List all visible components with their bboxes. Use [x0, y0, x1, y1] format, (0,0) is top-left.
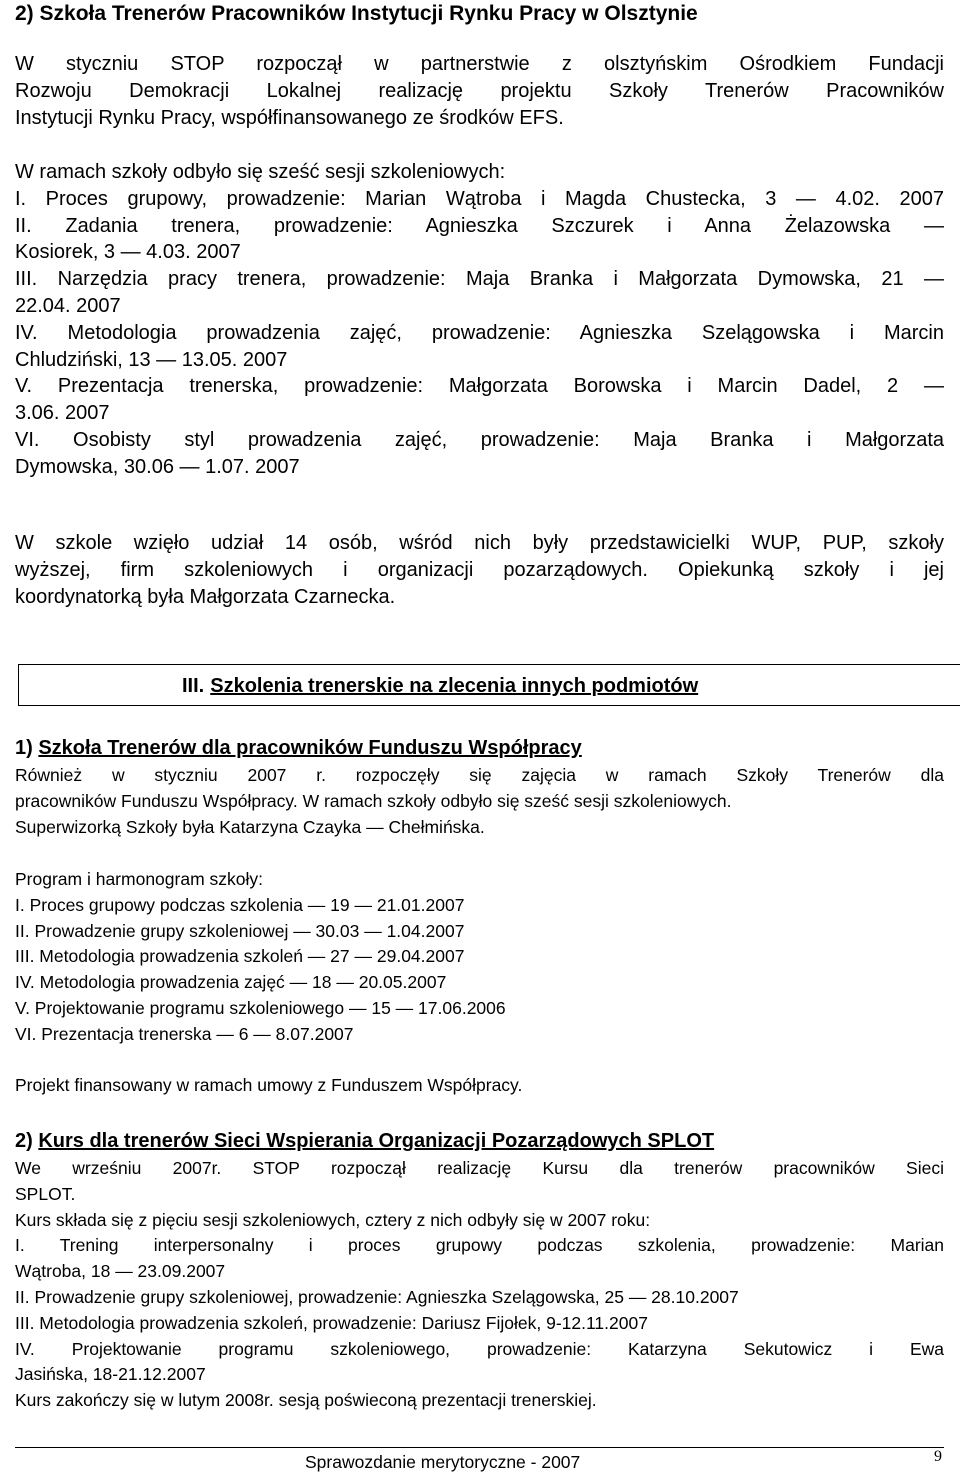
program-list — [15, 867, 944, 1048]
section-heading-box — [18, 664, 960, 706]
program-item: IV. Metodologia prowadzenia zajęć — 18 — 20.05.2007 — [15, 972, 447, 993]
program-item: V. Projektowanie programu szkoleniowego — 15 — 17.06.2006 — [15, 997, 506, 1018]
session-line: Dymowska, 30.06 — 1.07. 2007 — [15, 455, 300, 478]
section-title-text: Szkolenia trenerskie na zlecenia innych podmiotów — [210, 675, 699, 697]
heading-olsztyn-school: 2) Szkoła Trenerów Pracowników Instytucji Rynku Pracy w Olsztynie — [15, 2, 698, 25]
text-line: pracowników Funduszu Współpracy. W ramach szkoły odbyło się sześć sesji szkoleniowych. — [15, 790, 732, 811]
text-line: Rozwoju Demokracji Lokalnej realizację projektu Szkoły Trenerów Pracowników — [15, 79, 944, 102]
text-line: Kurs składa się z pięciu sesji szkoleniowych, cztery z nich odbyły się w 2007 roku: — [15, 1209, 651, 1230]
text-line: Instytucji Rynku Pracy, współfinansowanego ze środków EFS. — [15, 106, 564, 129]
heading-prefix: 2) — [15, 1130, 39, 1152]
sessions-list — [15, 159, 944, 481]
project-note: Projekt finansowany w ramach umowy z Funduszem Współpracy. — [15, 1075, 523, 1095]
text-line: W styczniu STOP rozpoczął w partnerstwie z olsztyńskim Ośrodkiem Fundacji — [15, 53, 944, 75]
text-line: Jasińska, 18-21.12.2007 — [15, 1364, 206, 1385]
session-line: I. Proces grupowy, prowadzenie: Marian Wątroba i Magda Chustecka, 3 — 4.02. 2007 — [15, 187, 944, 210]
text-line: SPLOT. — [15, 1183, 76, 1204]
program-item: I. Proces grupowy podczas szkolenia — 19 — 21.01.2007 — [15, 894, 465, 915]
program-title: Program i harmonogram szkoły: — [15, 869, 263, 889]
session-line: 3.06. 2007 — [15, 402, 110, 425]
paragraph-splot — [15, 1156, 944, 1414]
session-line: 22.04. 2007 — [15, 294, 121, 317]
text-line: Również w styczniu 2007 r. rozpoczęły się zajęcia w ramach Szkoły Trenerów dla — [15, 765, 944, 785]
program-item: VI. Prezentacja trenerska — 6 — 8.07.2007 — [15, 1023, 354, 1044]
heading-fundusz-school — [15, 737, 582, 760]
heading-title: Szkoła Trenerów dla pracowników Funduszu Współpracy — [38, 737, 582, 759]
text-line: II. Prowadzenie grupy szkoleniowej, prowadzenie: Agnieszka Szelągowska, 25 — 28.10.2007 — [15, 1286, 739, 1307]
text-line: koordynatorką była Małgorzata Czarnecka. — [15, 585, 396, 608]
session-line: Chludziński, 13 — 13.05. 2007 — [15, 348, 288, 371]
heading-splot-course — [15, 1130, 714, 1153]
text-line: We wrześniu 2007r. STOP rozpoczął realizację Kursu dla trenerów pracowników Sieci — [15, 1158, 944, 1178]
session-line: Kosiorek, 3 — 4.03. 2007 — [15, 241, 241, 264]
paragraph-participants — [15, 530, 944, 610]
session-line: VI. Osobisty styl prowadzenia zajęć, prowadzenie: Maja Branka i Małgorzata — [15, 428, 944, 451]
session-line: III. Narzędzia pracy trenera, prowadzenie: Maja Branka i Małgorzata Dymowska, 21 — — [15, 268, 944, 291]
program-item: II. Prowadzenie grupy szkoleniowej — 30.03 — 1.04.2007 — [15, 920, 465, 941]
footer-divider — [15, 1447, 944, 1448]
program-item: III. Metodologia prowadzenia szkoleń — 27 — 29.04.2007 — [15, 946, 465, 967]
text-line: IV. Projektowanie programu szkoleniowego, prowadzenie: Katarzyna Sekutowicz i Ewa — [15, 1338, 944, 1359]
section-title — [182, 675, 698, 698]
heading-prefix: 1) — [15, 737, 39, 759]
page-number: 9 — [934, 1448, 942, 1465]
paragraph-fundusz — [15, 763, 944, 840]
session-line: V. Prezentacja trenerska, prowadzenie: Małgorzata Borowska i Marcin Dadel, 2 — — [15, 375, 944, 398]
section-number: III. — [182, 675, 205, 697]
session-line: II. Zadania trenera, prowadzenie: Agnieszka Szczurek i Anna Żelazowska — — [15, 214, 944, 237]
text-line: III. Metodologia prowadzenia szkoleń, prowadzenie: Dariusz Fijołek, 9-12.11.2007 — [15, 1312, 648, 1333]
sessions-intro: W ramach szkoły odbyło się sześć sesji szkoleniowych: — [15, 161, 506, 183]
heading-title: Kurs dla trenerów Sieci Wspierania Organizacji Pozarządowych SPLOT — [38, 1130, 715, 1152]
text-line: Kurs zakończy się w lutym 2008r. sesją poświeconą prezentacji trenerskiej. — [15, 1390, 597, 1411]
text-line: Superwizorką Szkoły była Katarzyna Czayka — Chełmińska. — [15, 816, 485, 837]
text-line: wyższej, firm szkoleniowych i organizacji pozarządowych. Opiekunką szkoły i jej — [15, 558, 944, 581]
paragraph-intro — [15, 51, 944, 131]
text-line: Wątroba, 18 — 23.09.2007 — [15, 1261, 226, 1282]
footer-text: Sprawozdanie merytoryczne - 2007 — [305, 1452, 581, 1472]
session-line: IV. Metodologia prowadzenia zajęć, prowadzenie: Agnieszka Szelągowska i Marcin — [15, 321, 944, 344]
text-line: I. Trening interpersonalny i proces grupowy podczas szkolenia, prowadzenie: Marian — [15, 1235, 944, 1256]
text-line: W szkole wzięło udział 14 osób, wśród nich były przedstawicielki WUP, PUP, szkoły — [15, 532, 944, 554]
